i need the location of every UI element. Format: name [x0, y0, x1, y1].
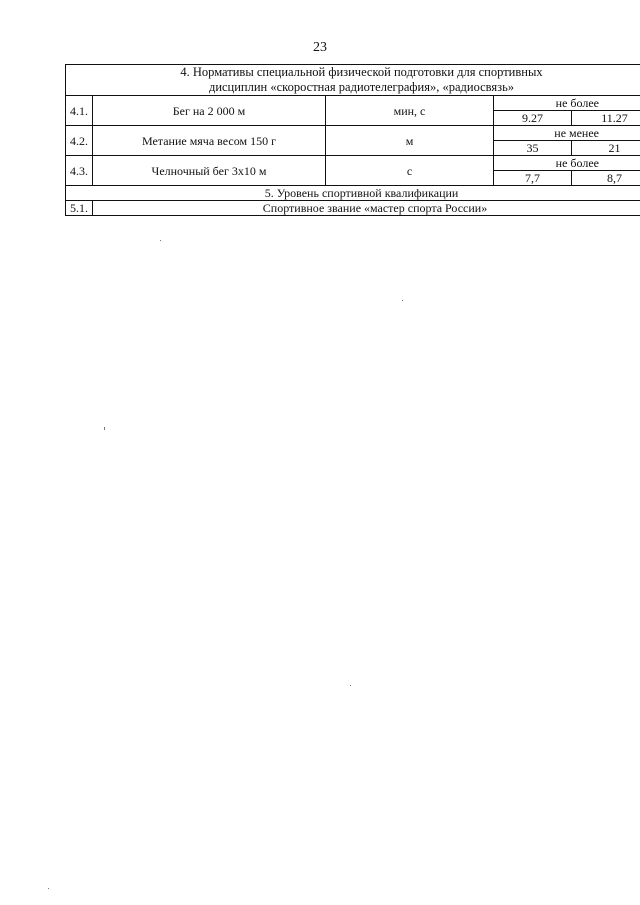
scan-speck [402, 300, 403, 301]
value-male: 9.27 [494, 111, 572, 126]
section-4-title-line-1: 4. Нормативы специальной физической подготовки для спортивных [180, 65, 543, 79]
scan-speck [104, 427, 105, 430]
section-5-title: 5. Уровень спортивной квалификации [66, 186, 640, 201]
scan-speck [160, 240, 161, 241]
norms-table [65, 64, 640, 216]
scan-speck [350, 685, 351, 686]
row-number: 4.1. [66, 96, 93, 126]
row-number: 4.2. [66, 126, 93, 156]
section-4-title [66, 65, 640, 96]
exercise-name: Метание мяча весом 150 г [93, 126, 326, 156]
condition: не более [494, 96, 640, 111]
scan-speck [48, 888, 49, 889]
value-female: 8,7 [572, 171, 640, 186]
section-4-title-line-2: дисциплин «скоростная радиотелеграфия», «радиосвязь» [208, 80, 515, 94]
qualification-name: Спортивное звание «мастер спорта России» [93, 201, 640, 216]
section-5-header-row [66, 186, 640, 201]
table-row [66, 156, 640, 171]
table-row [66, 201, 640, 216]
exercise-name: Бег на 2 000 м [93, 96, 326, 126]
row-number: 4.3. [66, 156, 93, 186]
table-row [66, 126, 640, 141]
unit: с [326, 156, 494, 186]
condition: не более [494, 156, 640, 171]
condition: не менее [494, 126, 640, 141]
table-row [66, 96, 640, 111]
value-male: 35 [494, 141, 572, 156]
unit: мин, с [326, 96, 494, 126]
page-number: 23 [313, 40, 327, 55]
unit: м [326, 126, 494, 156]
exercise-name: Челночный бег 3x10 м [93, 156, 326, 186]
value-female: 21 [572, 141, 640, 156]
value-female: 11.27 [572, 111, 640, 126]
section-4-header-row [66, 65, 640, 96]
value-male: 7,7 [494, 171, 572, 186]
row-number: 5.1. [66, 201, 93, 216]
